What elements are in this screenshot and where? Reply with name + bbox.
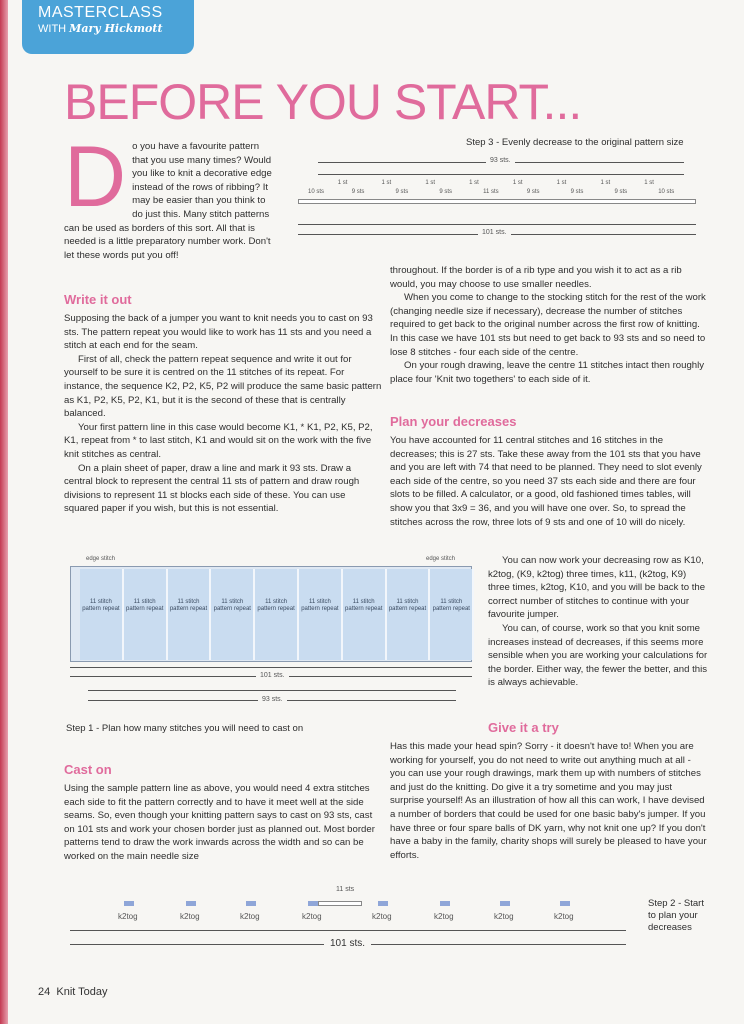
step3-dec-label: 1 st bbox=[600, 180, 611, 186]
step1-pattern-block: 11 stitch pattern repeat bbox=[124, 569, 168, 660]
step1-pattern-block: 11 stitch pattern repeat bbox=[343, 569, 387, 660]
step1-edge-right: edge stitch bbox=[426, 556, 456, 562]
right-p2: When you come to change to the stocking stitch for the rest of the work (changing needle size if necessary), decrease the number of stitches required to get back to the original number across the first row of knitting. In this case we have 101 sts but need to get back to 93 sts and so need to lose 8 stitches - four each side of the centre. bbox=[390, 292, 706, 358]
right-column-top bbox=[390, 264, 708, 386]
step2-dec-mark bbox=[246, 901, 256, 906]
step1-bracket bbox=[70, 667, 472, 668]
step3-dec-label: 1 st bbox=[425, 180, 435, 186]
step1-pattern-block: 11 stitch pattern repeat bbox=[387, 569, 431, 660]
intro-text: o you have a favourite pattern that you use many times? Would you like to knit a decorative edge instead of the rows of ribbing? It may be easier than you think to do just this. Many stitch patterns can be used as borders of this sort. All that is needed is a little preparatory number work. Don't let these words put you off! bbox=[64, 141, 272, 261]
plan-p1: You have accounted for 11 central stitches and 16 stitches in the decreases; this is 27 sts. Take these away from the 101 sts that you have and you are left with 74 that need to be planned. They need to slot evenly each side of the centre, so you need 37 sts each side and there are four slots to be filled. A calculator, or a good, old fashioned times tables, will show you that 3x9 = 36, and you will have one over. So, to spread the stitches across the row, three lots of 9 sts and one of 10 will do nicely. bbox=[390, 435, 702, 528]
plan-p3: You can, of course, work so that you knit some increases instead of decreases, if this seems more sensible when you are working your calculations for the border. Either way, the fewer the better, and this is always achievable. bbox=[488, 622, 708, 689]
step3-seg-label: 10 sts bbox=[308, 189, 325, 195]
step1-101-label: 101 sts. bbox=[256, 672, 289, 679]
step3-bottom-label: 101 sts. bbox=[478, 229, 511, 236]
heading-give: Give it a try bbox=[488, 720, 559, 735]
step1-93-label: 93 sts. bbox=[258, 696, 287, 703]
write-p2: First of all, check the pattern repeat sequence and write it out for yourself to be sure it is centred on the 11 stitches of its repeat. For instance, the sequence K2, P2, K5, P2 will produce the same basic pattern as K1, P2, K5, P2, K1, but it is the second of these that is centrally balanced. bbox=[64, 353, 382, 420]
step2-k2tog-label: k2tog bbox=[118, 912, 138, 921]
masterclass-badge bbox=[22, 0, 194, 54]
step3-dec-label: 1 st bbox=[644, 180, 654, 186]
step3-dec-label: 1 st bbox=[469, 180, 479, 186]
step2-k2tog-label: k2tog bbox=[302, 912, 322, 921]
write-it-out-section bbox=[64, 282, 382, 516]
step1-pattern-block: 11 stitch pattern repeat bbox=[299, 569, 343, 660]
step3-seg-label: 9 sts bbox=[395, 189, 409, 195]
step3-needle-bar bbox=[298, 199, 696, 204]
step2-dec-mark bbox=[186, 901, 196, 906]
step3-seg-label: 10 sts bbox=[658, 189, 675, 195]
step3-seg-label: 9 sts bbox=[439, 189, 452, 195]
page-number: 24 bbox=[38, 986, 51, 998]
badge-author: Mary Hickmott bbox=[69, 22, 163, 35]
give-section bbox=[390, 710, 708, 862]
cast-on-p1: Using the sample pattern line as above, you would need 4 extra stitches each side to fit the pattern correctly and to have it meet well at the side seams. So, even though your knitting pattern says to cast on 93 sts, cast on 101 sts and work your chosen border just as planned out. Most border patterns tend to draw the work inwards across the width and so can be worked on the main needle size bbox=[64, 783, 375, 862]
heading-cast-on: Cast on bbox=[64, 762, 112, 777]
step3-seg-label: 9 sts bbox=[351, 189, 365, 195]
step1-pattern-block: 11 stitch pattern repeat bbox=[211, 569, 255, 660]
page-edge-decoration bbox=[0, 0, 8, 1024]
give-p1: Has this made your head spin? Sorry - it doesn't have to! When you are working for yourself, you do not need to write out anything much at all - you can use your rough drawings, mark them up with numbers of stitches and just do the knitting. Do give it a try sometime and you may just surprise yourself! As an illustration of how all this can work, I have devised a number of borders that could be used for one basic baby's jumper. If you have three or four spare balls of DK yarn, why not knit one up? If you don't have a baby in the family, charity shops will surely be pleased to have your efforts. bbox=[390, 741, 707, 861]
step2-101-label: 101 sts. bbox=[324, 938, 371, 949]
step2-dec-mark bbox=[378, 901, 388, 906]
page-title: BEFORE YOU START... bbox=[64, 74, 582, 130]
step2-k2tog-label: k2tog bbox=[372, 912, 392, 921]
step2-dec-mark bbox=[124, 901, 134, 906]
step3-top-label: 93 sts. bbox=[486, 157, 515, 164]
step2-dec-mark bbox=[500, 901, 510, 906]
plan-section bbox=[390, 404, 708, 529]
step2-k2tog-label: k2tog bbox=[554, 912, 574, 921]
heading-write-it-out: Write it out bbox=[64, 292, 132, 307]
step3-bracket-rule bbox=[318, 174, 684, 175]
step3-seg-label: 9 sts bbox=[570, 189, 584, 195]
step2-k2tog-label: k2tog bbox=[434, 912, 454, 921]
step1-pattern-block: 11 stitch pattern repeat bbox=[255, 569, 299, 660]
step3-dec-label: 1 st bbox=[512, 180, 523, 186]
step3-seg-label: 11 sts bbox=[483, 189, 499, 195]
step3-bracket2 bbox=[298, 224, 696, 225]
right-p1: throughout. If the border is of a rib type and you wish it to act as a rib would, you may choose to use smaller needles. bbox=[390, 265, 682, 290]
step3-dec-label: 1 st bbox=[556, 180, 567, 186]
right-p3: On your rough drawing, leave the centre 11 stitches intact then roughly place four 'Knit two togethers' to each side of it. bbox=[390, 360, 705, 385]
step3-seg-label: 9 sts bbox=[526, 189, 540, 195]
step1-caption: Step 1 - Plan how many stitches you will need to cast on bbox=[66, 723, 304, 734]
step2-k2tog-label: k2tog bbox=[494, 912, 514, 921]
write-p3: Your first pattern line in this case would become K1, * K1, P2, K5, P2, K1, repeat from * to last stitch, K1 and would sit on the work with the five knit stitches as central. bbox=[64, 421, 373, 460]
step1-pattern-block: 11 stitch pattern repeat bbox=[80, 569, 124, 660]
plan-section-continued bbox=[488, 554, 708, 690]
magazine-name: Knit Today bbox=[56, 986, 108, 998]
step1-edge-left: edge stitch bbox=[86, 556, 116, 562]
step1-bracket2 bbox=[88, 690, 456, 691]
step3-caption: Step 3 - Evenly decrease to the original pattern size bbox=[466, 137, 684, 148]
step3-dec-label: 1 st bbox=[381, 180, 392, 186]
write-p1: Supposing the back of a jumper you want to knit needs you to cast on 93 sts. The pattern repeat you would like to work has 11 sts and you need a stitch at each end for the seam. bbox=[64, 313, 373, 352]
step2-caption: Step 2 - Start to plan your decreases bbox=[648, 898, 704, 933]
badge-subtitle bbox=[38, 22, 178, 36]
step2-dec-mark bbox=[308, 901, 318, 906]
step2-k2tog-label: k2tog bbox=[180, 912, 200, 921]
step2-bracket bbox=[70, 930, 626, 931]
cast-on-section bbox=[64, 752, 382, 864]
intro-column bbox=[64, 129, 274, 262]
step2-center-label: 11 sts bbox=[336, 886, 355, 893]
step3-dec-label: 1 st bbox=[337, 180, 348, 186]
dropcap: D bbox=[64, 129, 127, 225]
step2-dec-mark bbox=[560, 901, 570, 906]
badge-with: WITH bbox=[38, 23, 70, 35]
badge-title: MASTERCLASS bbox=[38, 4, 163, 21]
step2-k2tog-label: k2tog bbox=[240, 912, 260, 921]
step1-pattern-block: 11 stitch pattern repeat bbox=[430, 569, 474, 660]
heading-plan: Plan your decreases bbox=[390, 414, 517, 429]
plan-p2: You can now work your decreasing row as K10, k2tog, (K9, k2tog) three times, k11, (k2tog, K9) three times, k2tog, K10, and you will be back to the correct number of stitches to continue with your favourite jumper. bbox=[488, 555, 706, 621]
page-footer bbox=[38, 986, 108, 998]
step1-pattern-block: 11 stitch pattern repeat bbox=[168, 569, 212, 660]
step2-center-block bbox=[318, 901, 362, 906]
write-p4: On a plain sheet of paper, draw a line and mark it 93 sts. Draw a central block to represent the central 11 sts of pattern and draw rough divisions to represent 11 st blocks each side of these. You can use squared paper if you wish, but this is not essential. bbox=[64, 462, 360, 515]
step2-dec-mark bbox=[440, 901, 450, 906]
step3-seg-label: 9 sts bbox=[614, 189, 628, 195]
